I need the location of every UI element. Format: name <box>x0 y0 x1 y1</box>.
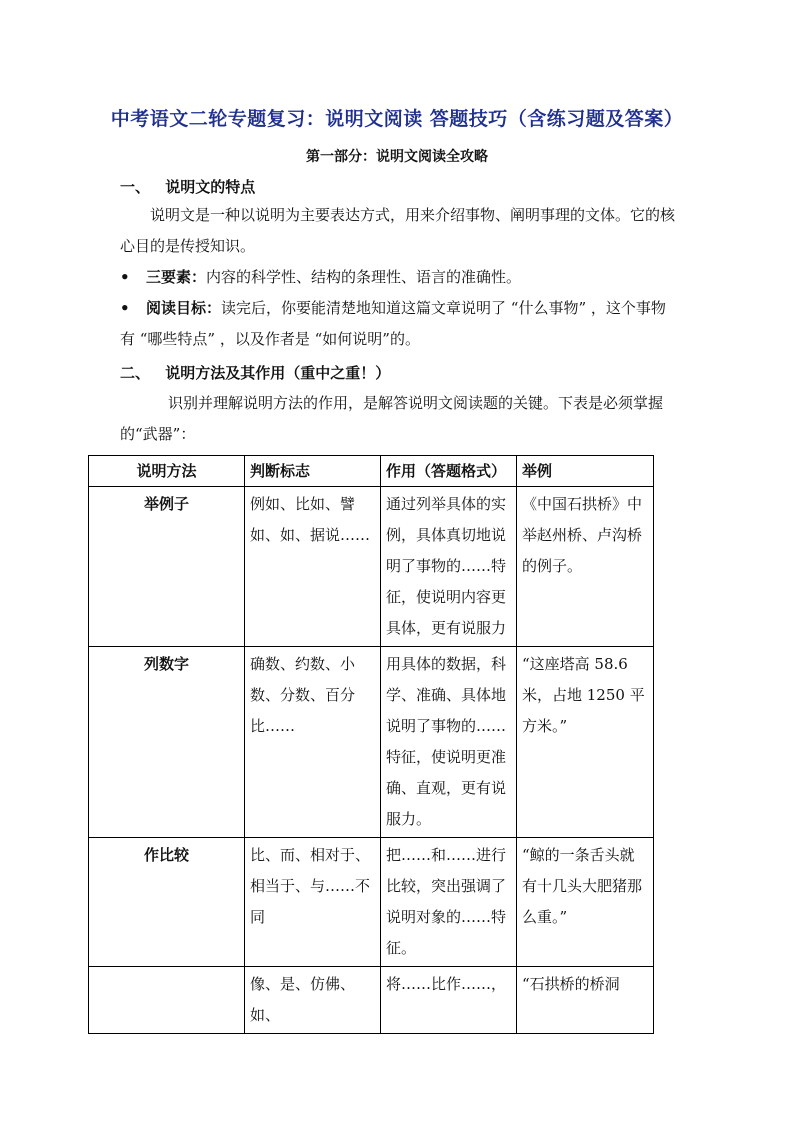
part-subtitle: 第一部分：说明文阅读全攻略 <box>306 149 488 165</box>
example-cell: 《中国石拱桥》中举赵州桥、卢沟桥的例子。 <box>517 487 654 647</box>
document-title: 中考语文二轮专题复习：说明文阅读 答题技巧（含练习题及答案） <box>110 108 684 130</box>
method-cell: 举例子 <box>89 487 245 647</box>
section-1-title: 说明文的特点 <box>165 178 256 196</box>
bullet-text: 读完后，你要能清楚地知道这篇文章说明了 “什么事物” ，这个事物有 “哪些特点” ，以及作者是 “如何说明”的。 <box>120 299 666 348</box>
signs-cell: 像、是、仿佛、如、 <box>245 967 381 1034</box>
table-header-signs: 判断标志 <box>245 456 381 487</box>
method-cell: 列数字 <box>89 647 245 838</box>
effect-cell: 将……比作……， <box>381 967 517 1034</box>
effect-cell: 用具体的数据，科学、准确、具体地说明了事物的……特征，使说明更准确、直观，更有说服力。 <box>381 647 517 838</box>
table-header-method: 说明方法 <box>89 456 245 487</box>
bullet-icon: • <box>120 299 130 317</box>
section-2-number: 二、 <box>120 364 151 382</box>
table-row <box>89 647 654 838</box>
method-cell: 作比较 <box>89 838 245 967</box>
section-1-heading <box>120 176 255 197</box>
signs-cell: 比、而、相对于、相当于、与……不同 <box>245 838 381 967</box>
example-cell: “鲸的一条舌头就有十几头大肥猪那么重。” <box>517 838 654 967</box>
signs-cell: 例如、比如、譬如、如、据说…… <box>245 487 381 647</box>
table-row <box>89 838 654 967</box>
table-header-effect: 作用（答题格式） <box>381 456 517 487</box>
method-cell <box>89 967 245 1034</box>
bullet-icon: • <box>120 268 130 286</box>
explanation-methods-table <box>88 455 654 1034</box>
table-row <box>89 487 654 647</box>
table-header-row <box>89 456 654 487</box>
effect-cell: 通过列举具体的实例，具体真切地说明了事物的……特征，使说明内容更具体，更有说服力 <box>381 487 517 647</box>
section-2-paragraph: 识别并理解说明方法的作用，是解答说明文阅读题的关键。下表是必须掌握的“武器”： <box>120 394 664 443</box>
section-1-number: 一、 <box>120 178 151 196</box>
section-2-title: 说明方法及其作用（重中之重！） <box>165 364 391 382</box>
bullet-label: 三要素： <box>146 268 207 286</box>
signs-cell: 确数、约数、小数、分数、百分比…… <box>245 647 381 838</box>
bullet-item-elements <box>120 262 676 293</box>
bullet-label: 阅读目标： <box>146 299 222 317</box>
section-2-heading <box>120 362 390 383</box>
bullet-text: 内容的科学性、结构的条理性、语言的准确性。 <box>206 268 522 286</box>
table-row <box>89 967 654 1034</box>
example-cell: “石拱桥的桥洞 <box>517 967 654 1034</box>
section-1-paragraph: 说明文是一种以说明为主要表达方式，用来介绍事物、阐明事理的文体。它的核心目的是传授知识。 <box>120 206 676 255</box>
bullet-item-reading-goal <box>120 293 676 355</box>
effect-cell: 把……和……进行比较，突出强调了说明对象的……特征。 <box>381 838 517 967</box>
table-header-example: 举例 <box>517 456 654 487</box>
example-cell: “这座塔高 58.6 米，占地 1250 平方米。” <box>517 647 654 838</box>
